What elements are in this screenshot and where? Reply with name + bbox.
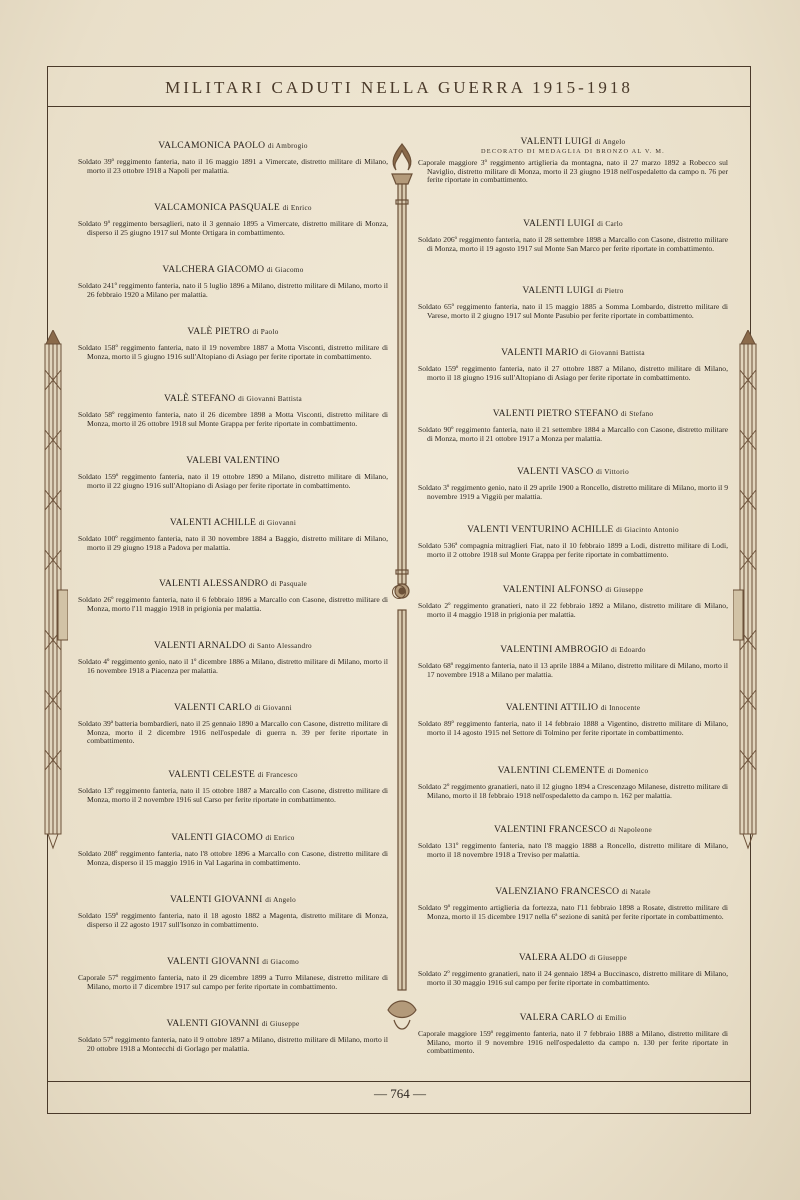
soldier-name: VALENTI VASCO	[517, 466, 594, 477]
soldier-name: VALÈ PIETRO	[187, 326, 250, 337]
soldier-patronymic: di Giovanni Battista	[581, 349, 645, 357]
list-item	[418, 824, 728, 859]
list-item	[418, 765, 728, 800]
list-item	[78, 702, 388, 746]
soldier-patronymic: di Giovanni	[258, 519, 297, 527]
soldier-record: Soldato 39º reggimento fanteria, nato il 16 maggio 1891 a Vimercate, distretto militare di Milano, morto il 23 ottobre 1918 a Napoli per malattia.	[78, 157, 388, 175]
soldier-name: VALENTI GIOVANNI	[169, 894, 263, 905]
soldier-record: Soldato 131º reggimento fanteria, nato l'8 maggio 1888 a Roncello, distretto militare di Milano, morto il 18 novembre 1918 a Treviso per malattia.	[418, 841, 728, 859]
list-item	[78, 1018, 388, 1053]
list-item	[78, 455, 388, 490]
soldier-record: Soldato 2º reggimento granatieri, nato il 12 giugno 1894 a Crescenzago Milanese, distretto militare di Milano, morto il 18 febbraio 1918 nell'ospedaletto da campo n. 162 per malattia.	[418, 782, 728, 800]
soldier-patronymic: di Innocente	[600, 704, 641, 712]
list-item	[418, 218, 728, 253]
list-item	[418, 886, 728, 921]
soldier-patronymic: di Francesco	[257, 771, 298, 779]
soldier-name: VALENTI ALESSANDRO	[158, 578, 269, 589]
list-item	[78, 578, 388, 613]
list-item	[418, 702, 728, 737]
list-item	[418, 644, 728, 679]
soldier-patronymic: di Pietro	[596, 287, 624, 295]
soldier-name: VALENZIANO FRANCESCO	[495, 886, 620, 897]
soldier-record: Soldato 208º reggimento fanteria, nato l'8 ottobre 1896 a Marcallo con Casone, distretto militare di Monza, disperso il 15 maggio 1916 in Val Lagarina in combattimento.	[78, 849, 388, 867]
soldier-patronymic: di Emilio	[596, 1014, 627, 1022]
footer-rule	[47, 1081, 751, 1082]
soldier-name: VALENTI ARNALDO	[154, 640, 247, 651]
soldier-patronymic: di Napoleone	[609, 826, 652, 834]
soldier-patronymic: di Ambrogio	[267, 142, 308, 150]
decoration-note: DECORATO DI MEDAGLIA DI BRONZO AL V. M.	[481, 148, 665, 155]
list-item	[418, 1012, 728, 1056]
soldier-name: VALENTINI AMBROGIO	[500, 644, 609, 655]
soldier-patronymic: di Edoardo	[611, 646, 646, 654]
soldier-name: VALENTI GIOVANNI	[166, 1018, 260, 1029]
soldier-patronymic: di Domenico	[607, 767, 649, 775]
soldier-record: Soldato 9º reggimento bersaglieri, nato il 3 gennaio 1895 a Vimercate, distretto militare di Monza, disperso il 25 giugno 1917 sul Monte Ortigara in combattimento.	[78, 219, 388, 237]
list-item	[78, 264, 388, 299]
list-item	[78, 640, 388, 675]
soldier-record: Soldato 26º reggimento fanteria, nato il 6 febbraio 1896 a Marcallo con Casone, distretto militare di Monza, morto l'11 maggio 1918 in prigionia per malattia.	[78, 595, 388, 613]
list-item	[78, 769, 388, 804]
list-item	[78, 517, 388, 552]
soldier-record: Soldato 158º reggimento fanteria, nato il 19 novembre 1887 a Motta Visconti, distretto militare di Monza, morto il 5 giugno 1916 sull'Altopiano di Asiago per ferite riportate in combattimento.	[78, 343, 388, 361]
soldier-name: VALENTINI FRANCESCO	[494, 824, 608, 835]
soldier-name: VALÈ STEFANO	[163, 393, 236, 404]
soldier-patronymic: di Giovanni Battista	[238, 395, 303, 403]
rosette-ornament	[392, 585, 406, 599]
soldier-patronymic: di Vittorio	[596, 468, 629, 476]
list-item	[78, 956, 388, 991]
soldier-name: VALENTI PIETRO STEFANO	[492, 408, 619, 419]
soldier-record: Caporale maggiore 3º reggimento artiglieria da montagna, nato il 27 marzo 1892 a Robecco sul Naviglio, distretto militare di Monza, morto il 23 giugno 1918 nell'ospedaletto da campo n. 76 per ferite riportate in combattimento.	[418, 158, 728, 185]
soldier-record: Soldato 58º reggimento fanteria, nato il 26 dicembre 1898 a Motta Visconti, distretto militare di Monza, morto il 26 ottobre 1918 sul Monte Grappa per ferite riportate in combattimento.	[78, 410, 388, 428]
soldier-record: Soldato 89º reggimento fanteria, nato il 14 febbraio 1888 a Vigentino, distretto militare di Milano, morto il 14 agosto 1915 nel Settore di Tolmino per ferite riportate in combattimento.	[418, 719, 728, 737]
soldier-name: VALENTI LUIGI	[523, 218, 595, 229]
soldier-name: VALERA CARLO	[519, 1012, 595, 1023]
soldier-patronymic: di Natale	[621, 888, 651, 896]
header-rule	[47, 106, 751, 107]
soldier-record: Soldato 159º reggimento fanteria, nato il 18 agosto 1882 a Magenta, distretto militare di Monza, disperso il 22 agosto 1917 sull'Isonzo in combattimento.	[78, 911, 388, 929]
soldier-record: Soldato 2º reggimento granatieri, nato il 24 gennaio 1894 a Buccinasco, distretto militare di Milano, morto il 30 maggio 1916 sul campo per ferite riportate in combattimento.	[418, 969, 728, 987]
soldier-name: VALENTI MARIO	[501, 347, 579, 358]
soldier-record: Caporale maggiore 159º reggimento fanteria, nato il 7 febbraio 1888 a Milano, distretto militare di Milano, morto il 9 novembre 1916 nell'ospedaletto da campo n. 130 per ferite riportate in combattimento.	[418, 1029, 728, 1056]
soldier-record: Soldato 100º reggimento fanteria, nato il 30 novembre 1884 a Baggio, distretto militare di Milano, morto il 29 giugno 1918 a Padova per malattia.	[78, 534, 388, 552]
soldier-record: Soldato 4º reggimento genio, nato il 1º dicembre 1886 a Milano, distretto militare di Milano, morto il 16 novembre 1918 a Piacenza per malattia.	[78, 657, 388, 675]
list-item	[78, 894, 388, 929]
soldier-record: Soldato 57º reggimento fanteria, nato il 9 ottobre 1897 a Milano, distretto militare di Milano, morto il 20 ottobre 1918 a Montecchi di Gorlago per malattia.	[78, 1035, 388, 1053]
soldier-name: VALENTI VENTURINO ACHILLE	[467, 524, 614, 535]
soldier-record: Soldato 536ª compagnia mitraglieri Fiat, nato il 10 febbraio 1899 a Lodi, distretto militare di Lodi, morto il 2 ottobre 1918 sul Monte Grappa per ferite riportate in combattimento.	[418, 541, 728, 559]
soldier-record: Soldato 9º reggimento artiglieria da fortezza, nato l'11 febbraio 1898 a Rosate, distretto militare di Monza, morto il 15 dicembre 1917 nella 6ª sezione di sanità per ferite riportate in combattimento.	[418, 903, 728, 921]
soldier-record: Soldato 241º reggimento fanteria, nato il 5 luglio 1896 a Milano, distretto militare di Milano, morto il 26 febbraio 1920 a Milano per malattia.	[78, 281, 388, 299]
list-item	[78, 832, 388, 867]
list-item	[418, 285, 728, 320]
list-item	[418, 136, 728, 185]
soldier-name: VALENTI GIACOMO	[171, 832, 263, 843]
soldier-record: Soldato 68º reggimento fanteria, nato il 13 aprile 1884 a Milano, distretto militare di Milano, morto il 17 novembre 1918 a Milano per malattia.	[418, 661, 728, 679]
soldier-record: Soldato 206º reggimento fanteria, nato il 28 settembre 1898 a Marcallo con Casone, distretto militare di Monza, morto il 19 agosto 1917 sul Monte San Marco per ferite riportate in combattimento.	[418, 235, 728, 253]
soldier-record: Soldato 39ª batteria bombardieri, nato il 25 gennaio 1890 a Marcallo con Casone, distretto militare di Monza, morto il 2 dicembre 1916 nell'ospedale di guerra n. 39 per ferite riportate in combattimento.	[78, 719, 388, 746]
soldier-patronymic: di Giuseppe	[605, 586, 644, 594]
soldier-name: VALCAMONICA PASQUALE	[154, 202, 280, 213]
right-fasces-ornament	[733, 330, 763, 850]
soldier-name: VALENTI GIOVANNI	[167, 956, 260, 967]
list-item	[78, 140, 388, 175]
soldier-patronymic: di Angelo	[594, 138, 626, 146]
soldier-patronymic: di Giacomo	[262, 958, 299, 966]
soldier-record: Caporale 57º reggimento fanteria, nato il 29 dicembre 1899 a Turro Milanese, distretto militare di Milano, morto il 7 dicembre 1917 sul campo per ferite riportate in combattimento.	[78, 973, 388, 991]
list-item	[78, 393, 388, 428]
list-item	[418, 584, 728, 619]
soldier-patronymic: di Giuseppe	[261, 1020, 300, 1028]
soldier-patronymic: di Stefano	[620, 410, 654, 418]
soldier-name: VALENTINI CLEMENTE	[497, 765, 606, 776]
soldier-name: VALERA ALDO	[518, 952, 587, 963]
soldier-name: VALCHERA GIACOMO	[162, 264, 265, 275]
soldier-patronymic: di Giovanni	[254, 704, 292, 712]
soldier-name: VALENTI LUIGI	[522, 285, 594, 296]
page-title: MILITARI CADUTI NELLA GUERRA 1915-1918	[165, 78, 633, 97]
soldier-patronymic: di Giacomo	[266, 266, 304, 274]
soldier-patronymic: di Angelo	[265, 896, 297, 904]
soldier-patronymic: di Giuseppe	[589, 954, 628, 962]
soldier-record: Soldato 90º reggimento fanteria, nato il 21 settembre 1884 a Marcallo con Casone, distretto militare di Monza, morto il 21 ottobre 1917 a Monza per malattia.	[418, 425, 728, 443]
soldier-name: VALENTI CELESTE	[168, 769, 256, 780]
soldier-name: VALEBI VALENTINO	[186, 455, 280, 466]
page-number: — 764 —	[374, 1086, 426, 1101]
soldier-record: Soldato 159º reggimento fanteria, nato il 27 ottobre 1887 a Milano, distretto militare di Milano, morto il 18 giugno 1916 sull'Altopiano di Asiago per ferite riportate in combattimento.	[418, 364, 728, 382]
list-item	[78, 326, 388, 361]
soldier-record: Soldato 65º reggimento fanteria, nato il 15 maggio 1885 a Somma Lombardo, distretto militare di Varese, morto il 2 giugno 1917 sul Monte Pasubio per ferite riportate in combattimento.	[418, 302, 728, 320]
list-item	[418, 347, 728, 382]
soldier-patronymic: di Paolo	[252, 328, 279, 336]
soldier-name: VALCAMONICA PAOLO	[158, 140, 266, 151]
soldier-patronymic: di Enrico	[282, 204, 312, 212]
soldier-patronymic: di Carlo	[597, 220, 623, 228]
soldier-record: Soldato 159º reggimento fanteria, nato il 19 ottobre 1890 a Milano, distretto militare di Milano, morto il 22 giugno 1916 sull'Altopiano di Asiago per ferite riportate in combattimento.	[78, 472, 388, 490]
list-item	[418, 408, 728, 443]
list-item	[418, 466, 728, 501]
soldier-patronymic: di Santo Alessandro	[248, 642, 312, 650]
left-fasces-ornament	[38, 330, 68, 850]
soldier-name: VALENTI LUIGI	[520, 136, 592, 147]
soldier-record: Soldato 3º reggimento genio, nato il 29 aprile 1900 a Roncello, distretto militare di Milano, morto il 9 novembre 1919 a Viggiù per malattia.	[418, 483, 728, 501]
soldier-patronymic: di Giacinto Antonio	[616, 526, 679, 534]
soldier-name: VALENTI ACHILLE	[169, 517, 257, 528]
soldier-patronymic: di Enrico	[265, 834, 295, 842]
list-item	[418, 952, 728, 987]
soldier-record: Soldato 2º reggimento granatieri, nato il 22 febbraio 1892 a Milano, distretto militare di Milano, morto il 4 maggio 1918 in prigionia per malattia.	[418, 601, 728, 619]
soldier-record: Soldato 13º reggimento fanteria, nato il 15 ottobre 1887 a Marcallo con Casone, distretto militare di Monza, morto il 2 novembre 1916 sul Carso per ferite riportate in combattimento.	[78, 786, 388, 804]
soldier-name: VALENTINI ALFONSO	[502, 584, 603, 595]
soldier-name: VALENTINI ATTILIO	[505, 702, 599, 713]
soldier-patronymic: di Pasquale	[270, 580, 308, 588]
list-item	[418, 524, 728, 559]
list-item	[78, 202, 388, 237]
soldier-name: VALENTI CARLO	[174, 702, 252, 713]
